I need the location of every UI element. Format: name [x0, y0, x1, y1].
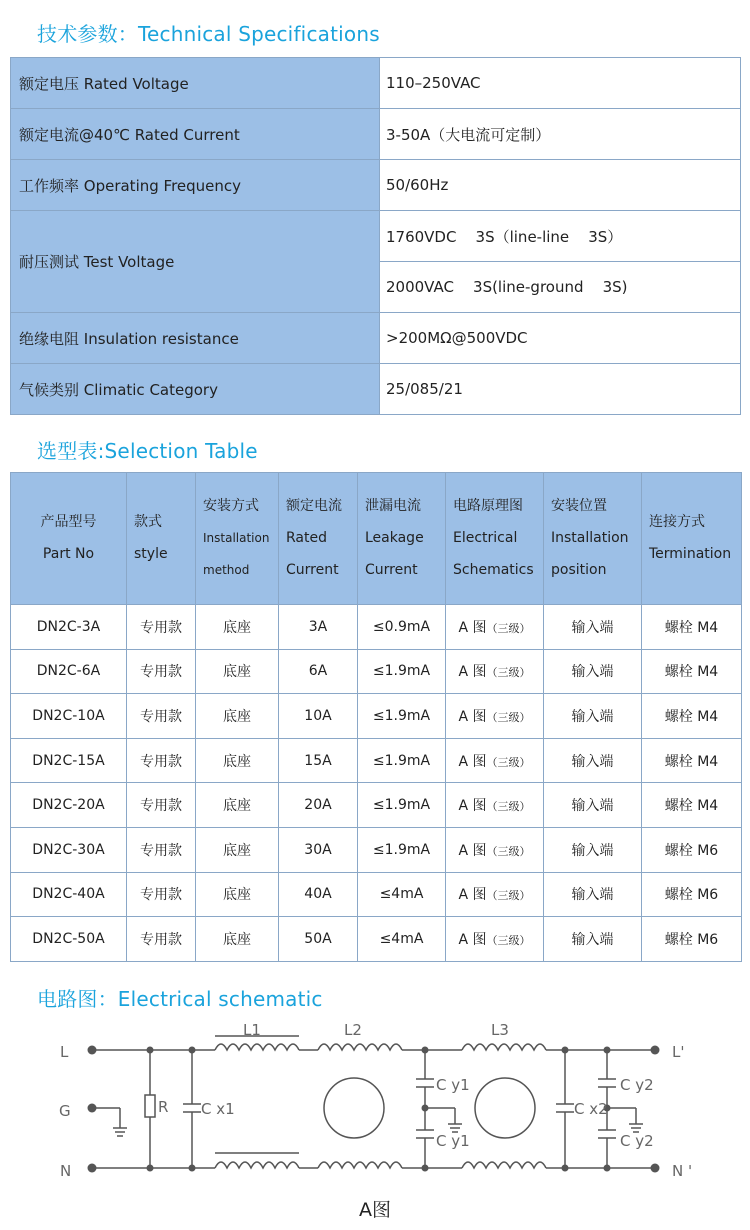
- schematic-section-title: 电路图：Electrical schematic: [37, 987, 323, 1011]
- header-cn: 产品型号: [40, 514, 97, 530]
- schematic-ref: A 图: [458, 753, 487, 770]
- table-row: [11, 694, 742, 739]
- spec-value: 25/085/21: [380, 364, 741, 415]
- cell-schematic: [446, 649, 544, 694]
- cell-current: 15A: [279, 738, 358, 783]
- cell-termination: 螺栓 M6: [642, 917, 742, 962]
- cell-current: 10A: [279, 694, 358, 739]
- cell-current: 20A: [279, 783, 358, 828]
- header-cn: 电路原理图: [453, 498, 523, 514]
- schematic-ref: A 图: [458, 619, 487, 636]
- spec-table: [10, 57, 741, 415]
- header-cn: 泄漏电流: [365, 498, 421, 514]
- label-g: G: [59, 1102, 71, 1120]
- spec-value: >200MΩ@500VDC: [380, 313, 741, 364]
- header-en: Installation: [203, 531, 270, 545]
- label-cy1-top: C y1: [436, 1076, 470, 1094]
- cell-style: 专用款: [127, 605, 196, 650]
- table-row: [11, 783, 742, 828]
- cell-position: 输入端: [544, 738, 642, 783]
- label-l-out: L': [672, 1043, 685, 1061]
- schematic-note: （三级）: [486, 933, 531, 947]
- cell-leakage: ≤1.9mA: [358, 783, 446, 828]
- cell-termination: 螺栓 M6: [642, 827, 742, 872]
- cell-part-no: DN2C-30A: [11, 827, 127, 872]
- cell-termination: 螺栓 M4: [642, 738, 742, 783]
- header-en: Installation: [551, 530, 629, 546]
- header-en: Rated: [286, 530, 327, 546]
- spec-row-test-voltage: [11, 211, 741, 262]
- header-electrical-schematics: [446, 473, 544, 605]
- header-cn: 安装位置: [551, 498, 607, 514]
- spec-label: 绝缘电阻 Insulation resistance: [11, 313, 380, 364]
- spec-value: 1760VDC 3S（line-line 3S）: [380, 211, 741, 262]
- inductor-l1-bottom: [215, 1162, 299, 1168]
- spec-value: 3-50A（大电流可定制）: [380, 109, 741, 160]
- cell-leakage: ≤4mA: [358, 917, 446, 962]
- label-r: R: [158, 1098, 169, 1116]
- inductor-l3-bottom: [462, 1162, 546, 1168]
- schematic-ref: A 图: [458, 931, 487, 948]
- ferrite-ring-1: [324, 1078, 384, 1138]
- cell-schematic: [446, 872, 544, 917]
- cell-schematic: [446, 738, 544, 783]
- schematic-caption: A图: [359, 1199, 391, 1221]
- header-cn: 连接方式: [649, 514, 705, 530]
- cell-position: 输入端: [544, 783, 642, 828]
- inductor-l2-top: [318, 1044, 402, 1050]
- header-en: Termination: [649, 546, 732, 562]
- cell-part-no: DN2C-20A: [11, 783, 127, 828]
- label-n: N: [60, 1162, 72, 1180]
- label-l3: L3: [491, 1021, 509, 1039]
- cell-mount: 底座: [196, 827, 279, 872]
- cell-part-no: DN2C-40A: [11, 872, 127, 917]
- cell-position: 输入端: [544, 917, 642, 962]
- cell-schematic: [446, 917, 544, 962]
- cell-termination: 螺栓 M4: [642, 605, 742, 650]
- schematic-ref: A 图: [458, 842, 487, 859]
- electrical-schematic: [0, 1015, 750, 1195]
- cell-current: 40A: [279, 872, 358, 917]
- schematic-note: （三级）: [486, 755, 531, 769]
- header-style: [127, 473, 196, 605]
- cell-current: 3A: [279, 605, 358, 650]
- header-leakage-current: [358, 473, 446, 605]
- table-row: [11, 872, 742, 917]
- cell-mount: 底座: [196, 917, 279, 962]
- spec-section-title: 技术参数：Technical Specifications: [37, 22, 380, 46]
- header-en: Electrical: [453, 530, 518, 546]
- header-en: method: [203, 563, 250, 577]
- cell-style: 专用款: [127, 694, 196, 739]
- label-cy2-top: C y2: [620, 1076, 654, 1094]
- cell-termination: 螺栓 M4: [642, 694, 742, 739]
- label-l: L: [60, 1043, 69, 1061]
- spec-value: 2000VAC 3S(line-ground 3S): [380, 262, 741, 313]
- schematic-note: （三级）: [486, 844, 531, 858]
- header-en: position: [551, 562, 607, 578]
- table-row: [11, 917, 742, 962]
- cell-leakage: ≤1.9mA: [358, 694, 446, 739]
- terminal-l: [88, 1046, 97, 1055]
- label-l2: L2: [344, 1021, 362, 1039]
- spec-row-frequency: [11, 160, 741, 211]
- cell-part-no: DN2C-3A: [11, 605, 127, 650]
- cell-part-no: DN2C-50A: [11, 917, 127, 962]
- ferrite-ring-2: [475, 1078, 535, 1138]
- cell-position: 输入端: [544, 605, 642, 650]
- spec-row-current: [11, 109, 741, 160]
- cell-leakage: ≤4mA: [358, 872, 446, 917]
- spec-row-voltage: [11, 58, 741, 109]
- header-en: Leakage: [365, 530, 424, 546]
- cell-termination: 螺栓 M6: [642, 872, 742, 917]
- label-cx1: C x1: [201, 1100, 235, 1118]
- cell-style: 专用款: [127, 872, 196, 917]
- cell-schematic: [446, 694, 544, 739]
- cell-leakage: ≤1.9mA: [358, 649, 446, 694]
- label-cy2-bottom: C y2: [620, 1132, 654, 1150]
- schematic-ref: A 图: [458, 664, 487, 681]
- cell-style: 专用款: [127, 783, 196, 828]
- cell-style: 专用款: [127, 738, 196, 783]
- schematic-note: （三级）: [486, 621, 531, 635]
- spec-row-climatic: [11, 364, 741, 415]
- header-rated-current: [279, 473, 358, 605]
- selection-header-row: [11, 473, 742, 605]
- header-en: Schematics: [453, 562, 534, 578]
- cell-part-no: DN2C-6A: [11, 649, 127, 694]
- schematic-ref: A 图: [458, 708, 487, 725]
- table-row: [11, 827, 742, 872]
- spec-label: 工作频率 Operating Frequency: [11, 160, 380, 211]
- header-installation-method: [196, 473, 279, 605]
- cell-schematic: [446, 783, 544, 828]
- header-en: Part No: [42, 546, 95, 562]
- table-row: [11, 649, 742, 694]
- cell-termination: 螺栓 M4: [642, 783, 742, 828]
- terminal-n: [88, 1164, 97, 1173]
- header-en: style: [134, 546, 168, 562]
- inductor-l2-bottom: [318, 1162, 402, 1168]
- cell-mount: 底座: [196, 649, 279, 694]
- cell-position: 输入端: [544, 649, 642, 694]
- table-row: [11, 605, 742, 650]
- schematic-note: （三级）: [486, 800, 531, 814]
- cell-schematic: [446, 827, 544, 872]
- label-l1: L1: [243, 1021, 261, 1039]
- cell-current: 6A: [279, 649, 358, 694]
- schematic-ref: A 图: [458, 798, 487, 815]
- inductor-l1-top: [215, 1044, 299, 1050]
- table-row: [11, 738, 742, 783]
- cell-schematic: [446, 605, 544, 650]
- label-cx2: C x2: [574, 1100, 608, 1118]
- selection-table: [10, 472, 742, 962]
- cell-position: 输入端: [544, 872, 642, 917]
- header-cn: 安装方式: [203, 498, 259, 514]
- cell-leakage: ≤1.9mA: [358, 827, 446, 872]
- terminal-n-out: [651, 1164, 660, 1173]
- cell-termination: 螺栓 M4: [642, 649, 742, 694]
- cell-mount: 底座: [196, 694, 279, 739]
- schematic-note: （三级）: [486, 889, 531, 903]
- spec-row-insulation: [11, 313, 741, 364]
- header-cn: 款式: [134, 514, 162, 530]
- spec-label: 耐压测试 Test Voltage: [11, 211, 380, 313]
- cell-part-no: DN2C-10A: [11, 694, 127, 739]
- header-en: Current: [365, 562, 418, 578]
- spec-label: 气候类别 Climatic Category: [11, 364, 380, 415]
- cell-style: 专用款: [127, 827, 196, 872]
- header-part-no: [11, 473, 127, 605]
- schematic-ref: A 图: [458, 887, 487, 904]
- schematic-note: （三级）: [486, 710, 531, 724]
- cell-current: 50A: [279, 917, 358, 962]
- terminal-g: [88, 1104, 97, 1113]
- spec-value: 110–250VAC: [380, 58, 741, 109]
- schematic-note: （三级）: [486, 666, 531, 680]
- cell-style: 专用款: [127, 917, 196, 962]
- header-termination: [642, 473, 742, 605]
- cell-mount: 底座: [196, 738, 279, 783]
- selection-section-title: 选型表:Selection Table: [37, 439, 258, 463]
- cell-position: 输入端: [544, 827, 642, 872]
- cell-mount: 底座: [196, 605, 279, 650]
- header-installation-position: [544, 473, 642, 605]
- spec-label: 额定电流@40℃ Rated Current: [11, 109, 380, 160]
- label-n-out: N ': [672, 1162, 693, 1180]
- header-en: Current: [286, 562, 339, 578]
- cell-part-no: DN2C-15A: [11, 738, 127, 783]
- cell-leakage: ≤1.9mA: [358, 738, 446, 783]
- cell-position: 输入端: [544, 694, 642, 739]
- cell-leakage: ≤0.9mA: [358, 605, 446, 650]
- terminal-l-out: [651, 1046, 660, 1055]
- spec-value: 50/60Hz: [380, 160, 741, 211]
- spec-label: 额定电压 Rated Voltage: [11, 58, 380, 109]
- cell-mount: 底座: [196, 783, 279, 828]
- cell-mount: 底座: [196, 872, 279, 917]
- label-cy1-bottom: C y1: [436, 1132, 470, 1150]
- cell-style: 专用款: [127, 649, 196, 694]
- header-cn: 额定电流: [286, 498, 342, 514]
- cell-current: 30A: [279, 827, 358, 872]
- inductor-l3-top: [462, 1044, 546, 1050]
